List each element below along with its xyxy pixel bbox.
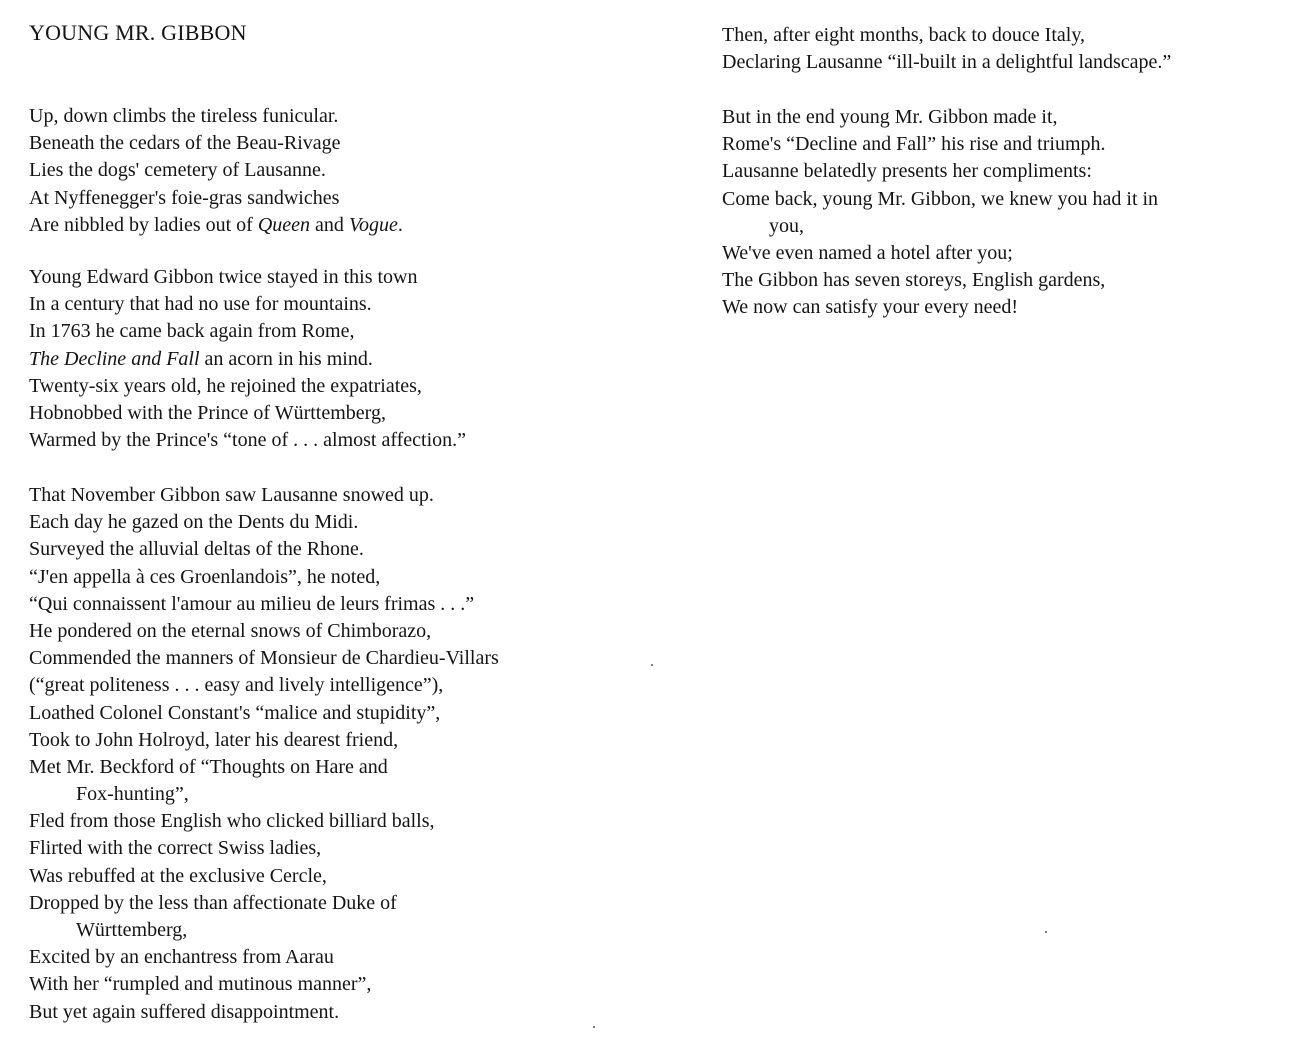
verse-line: Up, down climbs the tireless funicular. xyxy=(29,105,339,127)
verse-line: Lausanne belatedly presents her compliments: xyxy=(722,160,1092,183)
verse-line: In a century that had no use for mountains. xyxy=(29,293,372,316)
verse-line xyxy=(29,346,466,373)
verse-text: an acorn in his mind. xyxy=(199,347,373,370)
book-title: The Decline and Fall xyxy=(29,347,200,370)
stanza-4 xyxy=(722,22,1171,76)
verse-line: Then, after eight months, back to douce Italy, xyxy=(722,24,1086,46)
verse-line: At Nyffenegger's foie-gras sandwiches xyxy=(29,186,340,209)
magazine-title-queen: Queen xyxy=(257,213,311,236)
verse-text: Are nibbled by ladies out of xyxy=(29,213,258,236)
verse-line: “J'en appella à ces Groenlandois”, he noted, xyxy=(29,565,381,588)
verse-text: and xyxy=(310,213,349,236)
verse-line: Young Edward Gibbon twice stayed in this town xyxy=(29,266,418,288)
stanza-1 xyxy=(29,103,403,239)
verse-line: Commended the manners of Monsieur de Chardieu-Villars xyxy=(29,647,499,670)
verse-line: Took to John Holroyd, later his dearest friend, xyxy=(29,728,399,751)
verse-line-continuation: you, xyxy=(769,214,804,237)
verse-line: Was rebuffed at the exclusive Cercle, xyxy=(29,864,327,887)
verse-line: Flirted with the correct Swiss ladies, xyxy=(29,837,322,860)
verse-line: We now can satisfy your every need! xyxy=(722,296,1019,319)
verse-line: Come back, young Mr. Gibbon, we knew you had it in xyxy=(722,187,1159,210)
verse-line: “Qui connaissent l'amour au milieu de leurs frimas . . .” xyxy=(29,592,475,615)
verse-line: That November Gibbon saw Lausanne snowed up. xyxy=(29,484,434,506)
stanza-2 xyxy=(29,264,466,454)
verse-line: Fled from those English who clicked billiard balls, xyxy=(29,810,435,833)
verse-line: The Gibbon has seven storeys, English gardens, xyxy=(722,269,1106,292)
verse-line: With her “rumpled and mutinous manner”, xyxy=(29,973,372,996)
verse-line: Each day he gazed on the Dents du Midi. xyxy=(29,511,359,534)
magazine-title-vogue: Vogue xyxy=(348,213,398,236)
verse-line: Surveyed the alluvial deltas of the Rhone. xyxy=(29,538,364,561)
stanza-5 xyxy=(722,104,1158,322)
verse-line: Rome's “Decline and Fall” his rise and triumph. xyxy=(722,133,1106,156)
verse-line xyxy=(29,212,403,239)
verse-line: Met Mr. Beckford of “Thoughts on Hare and xyxy=(29,755,388,778)
verse-line: But in the end young Mr. Gibbon made it, xyxy=(722,106,1058,128)
verse-line: Loathed Colonel Constant's “malice and stupidity”, xyxy=(29,701,441,724)
scan-speck xyxy=(1045,931,1047,933)
verse-line: Dropped by the less than affectionate Duke of xyxy=(29,891,397,914)
verse-line-continuation: Württemberg, xyxy=(76,919,188,941)
verse-line: In 1763 he came back again from Rome, xyxy=(29,320,355,343)
verse-line: Excited by an enchantress from Aarau xyxy=(29,946,334,969)
verse-line: Hobnobbed with the Prince of Württemberg, xyxy=(29,401,386,424)
verse-line: Beneath the cedars of the Beau-Rivage xyxy=(29,132,341,155)
scan-speck xyxy=(651,664,653,666)
verse-text: . xyxy=(397,213,403,236)
verse-line: Lies the dogs' cemetery of Lausanne. xyxy=(29,159,326,182)
verse-line: Declaring Lausanne “ill-built in a delightful landscape.” xyxy=(722,51,1172,74)
verse-line: But yet again suffered disappointment. xyxy=(29,1000,340,1023)
verse-line: Twenty-six years old, he rejoined the expatriates, xyxy=(29,374,422,397)
scan-speck xyxy=(593,1026,595,1028)
verse-line: (“great politeness . . . easy and lively intelligence”), xyxy=(29,674,444,697)
verse-line-continuation: Fox-hunting”, xyxy=(76,783,189,806)
verse-line: He pondered on the eternal snows of Chimborazo, xyxy=(29,619,432,642)
stanza-3 xyxy=(29,482,499,1026)
poem-title: YOUNG MR. GIBBON xyxy=(29,20,247,45)
verse-line: We've even named a hotel after you; xyxy=(722,241,1013,264)
verse-line: Warmed by the Prince's “tone of . . . almost affection.” xyxy=(29,429,467,452)
